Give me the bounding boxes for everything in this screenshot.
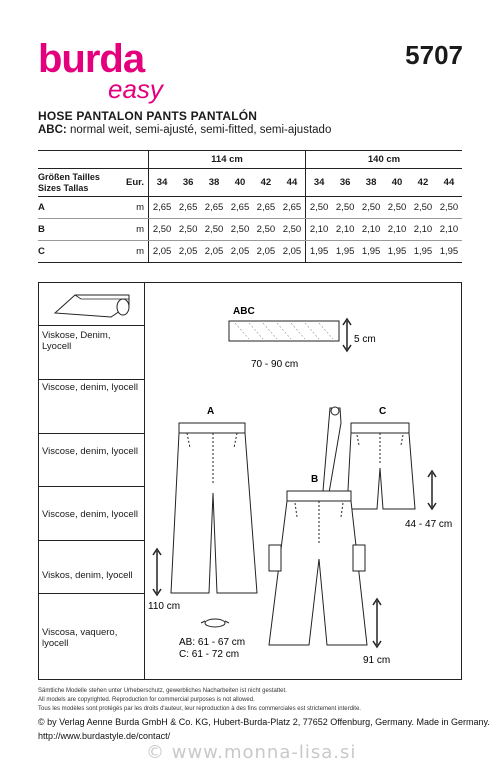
size-cell: 38: [358, 169, 384, 197]
size-cell: 40: [227, 169, 253, 197]
yardage-table: [38, 150, 462, 263]
yardage-cell: 2,50: [149, 219, 176, 241]
watermark: © www.monna-lisa.si: [146, 742, 357, 763]
yardage-cell: 1,95: [358, 241, 384, 263]
publisher-address: © by Verlag Aenne Burda GmbH & Co. KG, Hubert-Burda-Platz 2, 77652 Offenburg, Germany. Made in Germany.: [38, 717, 490, 727]
size-cell: 40: [384, 169, 410, 197]
yardage-cell: 1,95: [306, 241, 333, 263]
yardage-cell: 2,05: [201, 241, 227, 263]
pants-a-drawing: [171, 423, 257, 593]
row-divider: [39, 486, 144, 487]
fit-text: normal weit, semi-ajusté, semi-fitted, semi-ajustado: [66, 124, 332, 136]
yardage-cell: 2,10: [332, 219, 358, 241]
yardage-cell: 1,95: [332, 241, 358, 263]
yardage-cell: 2,65: [149, 197, 176, 219]
view-a-label: A: [207, 406, 215, 417]
yardage-cell: 1,95: [410, 241, 436, 263]
length-a: 110 cm: [148, 601, 181, 612]
view-b-label: B: [311, 474, 319, 485]
view-c-label: C: [379, 406, 387, 417]
yardage-cell: 2,65: [279, 197, 306, 219]
size-cell: 44: [279, 169, 306, 197]
view-label: C: [38, 241, 110, 263]
fabric-fr: Viscose, denim, lyocell: [42, 446, 138, 457]
yardage-cell: 2,65: [201, 197, 227, 219]
yardage-cell: 1,95: [436, 241, 462, 263]
fabric-it: Viscose, denim, lyocell: [42, 509, 138, 520]
length-a-arrow: [153, 549, 161, 595]
fabric-nl: Viskos, denim, lyocell: [42, 570, 133, 581]
fabric-roll-icon: [53, 291, 133, 321]
copyright-en: All models are copyrighted. Reproduction for commercial purposes is not allowed.: [38, 697, 255, 703]
burda-logo-graphic: [38, 38, 188, 104]
belt-width: 5 cm: [354, 334, 376, 345]
yardage-cell: 2,10: [384, 219, 410, 241]
row-divider: [39, 379, 144, 380]
copyright-fr: Tous les modèles sont protégés par les droits d'auteur, leur reproduction à des fins commerciales est strictement interdite.: [38, 706, 361, 712]
yardage-cell: 2,50: [410, 197, 436, 219]
row-divider: [39, 540, 144, 541]
belt-drawing: [229, 321, 339, 341]
yardage-cell: 2,50: [175, 219, 201, 241]
yardage-cell: 2,10: [358, 219, 384, 241]
technical-drawing: [145, 283, 461, 679]
yardage-cell: 2,65: [227, 197, 253, 219]
unit-label: m: [110, 241, 149, 263]
table-row: [38, 241, 462, 263]
view-label: A: [38, 197, 110, 219]
belt-width-arrow: [343, 319, 351, 351]
yardage-cell: 2,10: [436, 219, 462, 241]
elastic-c: C: 61 - 72 cm: [179, 649, 240, 660]
size-header-label: [38, 169, 110, 197]
fit-description: [38, 124, 331, 136]
yardage-cell: 2,65: [253, 197, 279, 219]
row-divider: [39, 325, 144, 326]
yardage-cell: 2,50: [201, 219, 227, 241]
garment-title: HOSE PANTALON PANTS PANTALÓN: [38, 109, 258, 123]
yardage-cell: 2,10: [306, 219, 333, 241]
tie-belt-drawing: [323, 407, 341, 493]
size-header-text: Größen Tailles Sizes Tallas: [38, 171, 100, 193]
size-cell: 38: [201, 169, 227, 197]
shorts-c-drawing: [347, 423, 415, 509]
fabric-en: Viscose, denim, lyocell: [42, 382, 138, 393]
unit-label: m: [110, 219, 149, 241]
elastic-loop-icon: [201, 619, 229, 627]
size-cell: 42: [410, 169, 436, 197]
fit-label: ABC:: [38, 124, 67, 136]
copyright-de: Sämtliche Modelle stehen unter Urheberschutz, gewerbliches Nacharbeiten ist nicht gestattet.: [38, 688, 287, 694]
yardage-cell: 2,10: [410, 219, 436, 241]
size-cell: 44: [436, 169, 462, 197]
fabric-width-2: 140 cm: [306, 151, 462, 169]
yardage-cell: 2,05: [227, 241, 253, 263]
belt-length: 70 - 90 cm: [251, 359, 299, 370]
size-cell: 36: [175, 169, 201, 197]
pattern-number: 5707: [405, 40, 463, 70]
unit-label: m: [110, 197, 149, 219]
yardage-cell: 1,95: [384, 241, 410, 263]
size-cell: 36: [332, 169, 358, 197]
yardage-cell: 2,50: [253, 219, 279, 241]
elastic-ab: AB: 61 - 67 cm: [179, 637, 246, 648]
yardage-cell: 2,05: [253, 241, 279, 263]
cargo-pants-b-drawing: [269, 491, 367, 645]
row-divider: [39, 593, 144, 594]
table-row: [38, 197, 462, 219]
length-c: 44 - 47 cm: [405, 519, 453, 530]
burda-logo: [38, 38, 188, 109]
fabric-es: Viscosa, vaquero, lyocell: [42, 627, 118, 649]
logo-main-text: burda: [38, 38, 145, 81]
contact-link[interactable]: http://www.burdastyle.de/contact/: [38, 731, 171, 741]
yardage-cell: 2,50: [332, 197, 358, 219]
yardage-cell: 2,05: [175, 241, 201, 263]
yardage-cell: 2,50: [436, 197, 462, 219]
length-c-arrow: [428, 471, 436, 509]
yardage-cell: 2,05: [279, 241, 306, 263]
size-header-row: [38, 169, 462, 197]
belt-label: ABC: [233, 306, 255, 317]
length-b-arrow: [373, 599, 381, 647]
size-cell: 34: [306, 169, 333, 197]
fabric-de: Viskose, Denim, Lyocell: [42, 330, 111, 352]
width-row: [38, 151, 462, 169]
row-divider: [39, 433, 144, 434]
yardage-cell: 2,05: [149, 241, 176, 263]
size-cell: 34: [149, 169, 176, 197]
yardage-cell: 2,50: [306, 197, 333, 219]
fabric-width-1: 114 cm: [149, 151, 306, 169]
yardage-cell: 2,50: [227, 219, 253, 241]
logo-sub-text: easy: [108, 74, 163, 104]
yardage-cell: 2,50: [358, 197, 384, 219]
yardage-cell: 2,65: [175, 197, 201, 219]
view-label: B: [38, 219, 110, 241]
yardage-cell: 2,50: [384, 197, 410, 219]
length-b: 91 cm: [363, 655, 391, 666]
table-row: [38, 219, 462, 241]
size-cell: 42: [253, 169, 279, 197]
yardage-cell: 2,50: [279, 219, 306, 241]
eur-label: Eur.: [110, 169, 149, 197]
fabric-illustration-panel: [38, 282, 462, 680]
